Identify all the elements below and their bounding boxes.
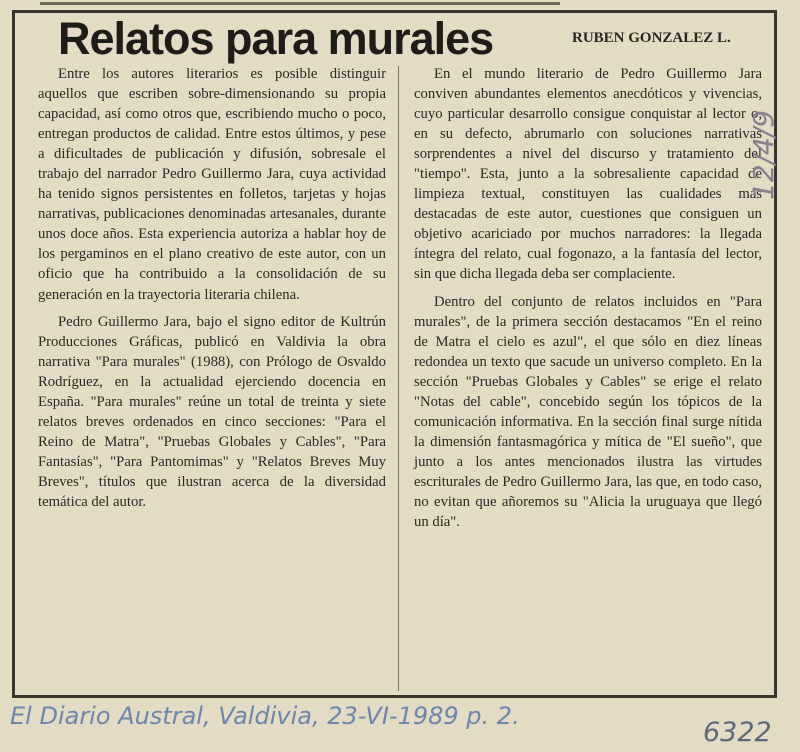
paragraph-3: En el mundo literario de Pedro Guillermo Jara conviven abundantes elementos anecdóticos y vivencias, cuyo particular desarrollo consigue conquistar al lector o, en su defecto, abrumarlo con soluciones narrativas sorprendentes a nivel del discurso y tratamiento del "tiempo". Esta, junto a la sobresaliente capacidad de limpieza textual, constituyen las cualidades más destacadas de este autor, cuestiones que consiguen un objetivo acariciado por muchos narradores: la llegada íntegra del relato, cual fogonazo, a la fantasía del lector, sin que dicha llegada deba ser complaciente.: [414, 66, 762, 283]
top-rule: [40, 2, 560, 5]
handwritten-side-note: 12/4/9: [747, 109, 780, 200]
paragraph-4: Dentro del conjunto de relatos incluidos en "Para murales", de la primera sección destacamos "En el reino de Matra el cielo es azul", el que sólo en diez líneas redondea un texto que sacude un universo completo. En la sección "Pruebas Globales y Cables" se erige el relato "Notas del cable", concebido según los tópicos de la comunicación informativa. En la sección final surge nítida la dimensión fantasmagórica y mítica de "El sueño", que junto a los antes mencionados ilustra las virtudes escriturales de Pedro Guillermo Jara, las que, en todo caso, no evitan que añoremos su "Alicia la uruguaya que llegó un día".: [414, 293, 762, 531]
column-divider: [398, 66, 399, 691]
article-column-left: [38, 64, 386, 512]
article-headline: Relatos para murales: [58, 13, 494, 64]
article-byline: RUBEN GONZALEZ L.: [572, 30, 731, 46]
handwritten-source-note: El Diario Austral, Valdivia, 23-VI-1989 p. 2.: [10, 702, 520, 730]
handwritten-archive-code: 6322: [703, 717, 772, 748]
paragraph-1: Entre los autores literarios es posible distinguir aquellos que escriben sobre-dimensionando su propia capacidad, así como otros que, escribiendo mucho o poco, entregan productos de calidad. Entre estos últimos, y pese a dificultades de publicación y difusión, sobresale el trabajo del narrador Pedro Guillermo Jara, cuya actividad ha tenido signos persistentes en folletos, tarjetas y hojas narrativas, publicaciones denominadas artesanales, durante unos doce años. Esta experiencia autoriza a hablar hoy de los pergaminos en el plano creativo de este autor, con un oficio que ha contribuido a la consolidación de su generación en la trayectoria literaria chilena.: [38, 66, 386, 303]
paragraph-2: Pedro Guillermo Jara, bajo el signo editor de Kultrún Producciones Gráficas, publicó en Valdivia la obra narrativa "Para murales" (1988), con Prólogo de Osvaldo Rodríguez, en la actualidad ejerciendo docencia en España. "Para murales" reúne un total de treinta y siete relatos breves ordenados en cinco secciones: "Para el Reino de Matra", "Pruebas Globales y Cables", "Para Fantasías", "Para Pantomimas" y "Relatos Breves Muy Breves", títulos que ilustran acerca de la diversidad temática del autor.: [38, 313, 386, 510]
article-column-right: [414, 64, 762, 532]
